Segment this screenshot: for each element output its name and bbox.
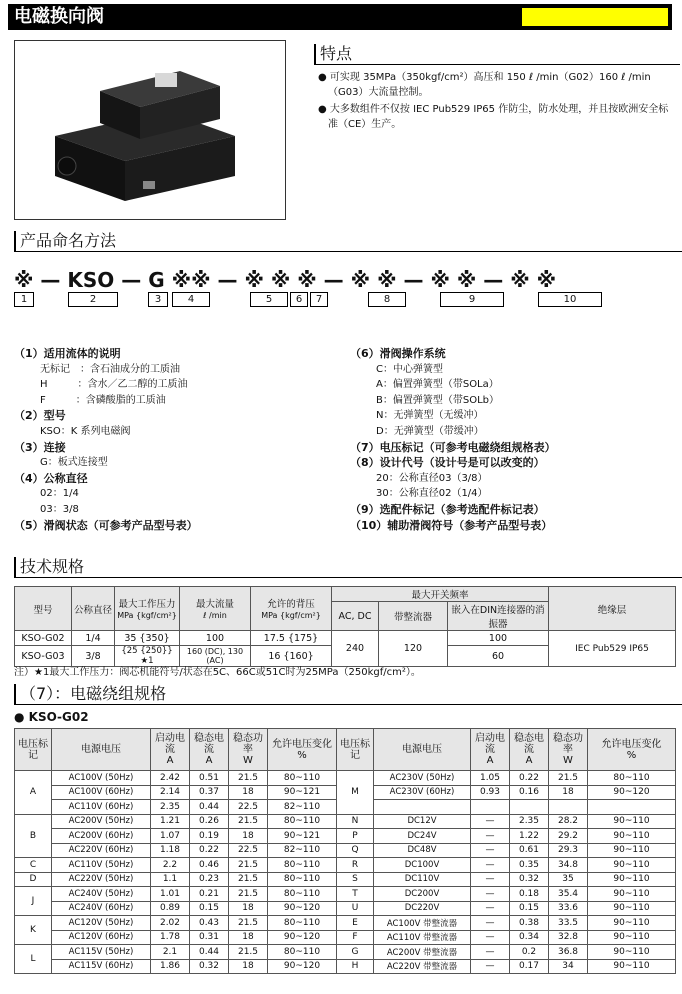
voltage-mark: N [337, 814, 374, 829]
coil-value: 0.44 [190, 800, 229, 815]
list-item: A：偏置弹簧型（带SOLa） [376, 379, 499, 391]
coil-head: 稳态电流 A [190, 729, 229, 771]
code-part: ※ ※ [510, 268, 557, 292]
coil-value: 21.5 [229, 814, 268, 829]
coil-head: 电源电压 [374, 729, 471, 771]
coil-value: 90~110 [588, 872, 676, 887]
coil-subtitle: ● KSO-G02 [14, 710, 89, 724]
code-box: 6 [290, 292, 308, 307]
coil-value: 33.5 [549, 916, 588, 931]
coil-value: 18 [229, 959, 268, 974]
valve-illustration [15, 41, 285, 219]
coil-head: 启动电流 A [151, 729, 190, 771]
voltage-mark: R [337, 858, 374, 873]
coil-value: 0.43 [190, 916, 229, 931]
spec-head: 带整流器 [379, 602, 448, 631]
list-item: F ：含磷酸脂的工质油 [40, 394, 166, 406]
coil-value: — [471, 916, 510, 931]
voltage-mark: G [337, 945, 374, 960]
coil-value: 90~110 [588, 916, 676, 931]
coil-value: — [471, 887, 510, 902]
code-box: 1 [14, 292, 34, 307]
spec-cell: 16 {160} [251, 646, 332, 667]
supply-voltage: DC12V [374, 814, 471, 829]
spec-head: 最大流量 ℓ /min [180, 587, 251, 631]
list-item: KSO：K 系列电磁阀 [40, 425, 131, 437]
coil-value: 2.35 [510, 814, 549, 829]
spec-cell: KSO-G03 [15, 646, 72, 667]
code-box: 7 [310, 292, 328, 307]
coil-value: 80~110 [268, 872, 337, 887]
feature-item: ● 大多数组件不仅按 IEC Pub529 IP65 作防尘，防水处理，并且按欧洲安全标准（CE）生产。 [318, 104, 669, 130]
spec-cell: 240 [332, 631, 379, 667]
coil-value: — [471, 858, 510, 873]
coil-value: 0.23 [190, 872, 229, 887]
coil-value: 0.22 [510, 771, 549, 786]
supply-voltage: AC115V (50Hz) [52, 945, 151, 960]
coil-value: 90~110 [588, 814, 676, 829]
spec-cell: 100 [180, 631, 251, 646]
coil-value: 90~110 [588, 887, 676, 902]
coil-value: 35.4 [549, 887, 588, 902]
table-row [15, 945, 676, 960]
supply-voltage: AC220V (60Hz) [52, 843, 151, 858]
voltage-mark: T [337, 887, 374, 902]
coil-value: 35 [549, 872, 588, 887]
coil-value: 34 [549, 959, 588, 974]
coil-value: — [471, 959, 510, 974]
coil-value [588, 800, 676, 815]
list-item: C：中心弹簧型 [376, 363, 443, 375]
supply-voltage: DC48V [374, 843, 471, 858]
list-heading: （8）设计代号（设计号是可以改变的） [350, 456, 545, 470]
spec-note: 注）★1最大工作压力：阀芯机能符号/状态在5C、66C或51C时为25MPa（250kgf/cm²）。 [14, 667, 421, 678]
coil-head: 电压标记 [337, 729, 374, 771]
list-item: 30：公称直径02（1/4） [376, 488, 488, 500]
coil-value: 0.35 [510, 858, 549, 873]
coil-value: 0.37 [190, 785, 229, 800]
code-box: 4 [172, 292, 210, 307]
coil-value: 28.2 [549, 814, 588, 829]
table-row [15, 843, 676, 858]
coil-value: 21.5 [549, 771, 588, 786]
voltage-mark: K [15, 916, 52, 945]
coil-value: 1.21 [151, 814, 190, 829]
supply-voltage: AC200V (50Hz) [52, 814, 151, 829]
list-item: H ：含水／乙二醇的工质油 [40, 379, 188, 391]
spec-head: 嵌入在DIN连接器的消振器 [448, 602, 549, 631]
coil-table [14, 728, 676, 974]
voltage-mark: D [15, 872, 52, 887]
coil-value: 80~110 [268, 858, 337, 873]
voltage-mark: P [337, 829, 374, 844]
supply-voltage: AC230V (60Hz) [374, 785, 471, 800]
spec-title: 技术规格 [14, 557, 682, 578]
spec-cell: 60 [448, 646, 549, 667]
voltage-mark: M [337, 771, 374, 815]
list-item: 02：1/4 [40, 488, 79, 500]
supply-voltage: AC110V (60Hz) [52, 800, 151, 815]
coil-value: 29.2 [549, 829, 588, 844]
coil-value: 0.32 [510, 872, 549, 887]
coil-value: — [471, 829, 510, 844]
coil-value: 2.2 [151, 858, 190, 873]
supply-voltage: AC100V 带整流器 [374, 916, 471, 931]
coil-value: 18 [229, 930, 268, 945]
supply-voltage: AC120V (60Hz) [52, 930, 151, 945]
coil-value: 90~110 [588, 945, 676, 960]
code-box: 2 [68, 292, 118, 307]
spec-head: 最大工作压力 MPa {kgf/cm²} [115, 587, 180, 631]
list-heading: （10）辅助滑阀符号（参考产品型号表） [350, 518, 553, 532]
coil-value: 18 [229, 829, 268, 844]
voltage-mark: Q [337, 843, 374, 858]
table-row [15, 814, 676, 829]
spec-head: 最大开关频率 [332, 587, 549, 602]
coil-value: 0.21 [190, 887, 229, 902]
spec-cell: {25 {250}}★1 [115, 646, 180, 667]
supply-voltage: AC110V (50Hz) [52, 858, 151, 873]
coil-value [549, 800, 588, 815]
coil-value: 80~110 [268, 945, 337, 960]
features-title: 特点 [314, 44, 680, 65]
spec-cell: KSO-G02 [15, 631, 72, 646]
list-item: B：偏置弹簧型（带SOLb） [376, 394, 499, 406]
coil-value: 2.35 [151, 800, 190, 815]
voltage-mark: U [337, 901, 374, 916]
coil-value: 0.19 [190, 829, 229, 844]
coil-value: 90~110 [588, 843, 676, 858]
code-part: ※ [14, 268, 34, 292]
coil-head: 稳态功率 W [549, 729, 588, 771]
coil-value: 0.34 [510, 930, 549, 945]
coil-value: — [471, 901, 510, 916]
coil-value: 0.17 [510, 959, 549, 974]
coil-value: 90~121 [268, 829, 337, 844]
coil-value: — [471, 843, 510, 858]
coil-value: 1.78 [151, 930, 190, 945]
coil-value: 90~121 [268, 785, 337, 800]
code-box: 8 [368, 292, 406, 307]
coil-value: 90~120 [268, 930, 337, 945]
coil-value: 36.8 [549, 945, 588, 960]
coil-value [510, 800, 549, 815]
coil-value: 1.86 [151, 959, 190, 974]
list-heading: （5）滑阀状态（可参考产品型号表） [14, 518, 198, 532]
table-row [15, 858, 676, 873]
supply-voltage: AC100V (50Hz) [52, 771, 151, 786]
coil-value: 90~120 [268, 901, 337, 916]
coil-head: 电压标记 [15, 729, 52, 771]
supply-voltage: AC220V 带整流器 [374, 959, 471, 974]
supply-voltage: DC220V [374, 901, 471, 916]
list-item: G：板式连接型 [40, 457, 108, 469]
coil-value: — [471, 945, 510, 960]
table-row [15, 887, 676, 902]
coil-value: 0.51 [190, 771, 229, 786]
code-part: ※ ※ ※ [244, 268, 317, 292]
voltage-mark: J [15, 887, 52, 916]
coil-value: 80~110 [588, 771, 676, 786]
list-item: N：无弹簧型（无缓冲） [376, 410, 484, 422]
supply-voltage [374, 800, 471, 815]
spec-head: 公称直径 [72, 587, 115, 631]
coil-title: （7）：电磁绕组规格 [14, 684, 682, 705]
supply-voltage: AC230V (50Hz) [374, 771, 471, 786]
code-box: 9 [440, 292, 504, 307]
code-box: 3 [148, 292, 168, 307]
table-row [15, 872, 676, 887]
supply-voltage: AC100V (60Hz) [52, 785, 151, 800]
coil-value: 90~120 [588, 785, 676, 800]
supply-voltage: DC200V [374, 887, 471, 902]
coil-value: 90~110 [588, 829, 676, 844]
coil-value: 82~110 [268, 800, 337, 815]
coil-value: 90~110 [588, 901, 676, 916]
code-box: 10 [538, 292, 602, 307]
naming-right-list [350, 346, 676, 533]
voltage-mark: S [337, 872, 374, 887]
table-row [15, 916, 676, 931]
coil-value: 90~110 [588, 959, 676, 974]
supply-voltage: DC24V [374, 829, 471, 844]
coil-value: 2.1 [151, 945, 190, 960]
coil-value: 0.15 [510, 901, 549, 916]
supply-voltage: AC240V (60Hz) [52, 901, 151, 916]
list-item: 无标记 ：含石油成分的工质油 [40, 363, 180, 375]
supply-voltage: AC240V (50Hz) [52, 887, 151, 902]
spec-cell: 120 [379, 631, 448, 667]
spec-cell: 100 [448, 631, 549, 646]
coil-head: 稳态电流 A [510, 729, 549, 771]
coil-value: 0.26 [190, 814, 229, 829]
code-part: ※※ [171, 268, 211, 292]
coil-head: 启动电流 A [471, 729, 510, 771]
table-row [15, 901, 676, 916]
supply-voltage: DC110V [374, 872, 471, 887]
table-row [15, 930, 676, 945]
naming-title: 产品命名方法 [14, 231, 682, 252]
coil-value: 18 [229, 901, 268, 916]
spec-cell: 17.5 {175} [251, 631, 332, 646]
coil-value: 90~110 [588, 930, 676, 945]
supply-voltage: AC110V 带整流器 [374, 930, 471, 945]
header-accent [522, 8, 668, 26]
spec-head: AC, DC [332, 602, 379, 631]
voltage-mark: A [15, 771, 52, 815]
naming-code: ※ — KSO — G ※※ — ※ ※ ※ — ※ ※ — ※ ※ — ※ ※ [14, 268, 557, 292]
coil-value: — [471, 872, 510, 887]
coil-value: 18 [549, 785, 588, 800]
spec-table [14, 586, 676, 667]
voltage-mark: H [337, 959, 374, 974]
spec-head: 型号 [15, 587, 72, 631]
code-box: 5 [250, 292, 288, 307]
code-part: KSO [67, 268, 115, 292]
coil-head: 电源电压 [52, 729, 151, 771]
voltage-mark: F [337, 930, 374, 945]
supply-voltage: AC115V (60Hz) [52, 959, 151, 974]
coil-value: 22.5 [229, 800, 268, 815]
table-row [15, 771, 676, 786]
coil-value: 82~110 [268, 843, 337, 858]
coil-value: — [471, 814, 510, 829]
spec-cell: 35 {350} [115, 631, 180, 646]
coil-value: 0.18 [510, 887, 549, 902]
coil-value: 21.5 [229, 872, 268, 887]
supply-voltage: AC220V (50Hz) [52, 872, 151, 887]
list-heading: （3）连接 [14, 440, 66, 454]
coil-value: 1.05 [471, 771, 510, 786]
code-part: G [148, 268, 165, 292]
features-list [318, 70, 676, 134]
coil-value: 18 [229, 785, 268, 800]
coil-value: 80~110 [268, 771, 337, 786]
coil-value: 0.31 [190, 930, 229, 945]
list-heading: （6）滑阀操作系统 [350, 347, 446, 360]
coil-value: 0.44 [190, 945, 229, 960]
coil-value [471, 800, 510, 815]
voltage-mark: L [15, 945, 52, 974]
coil-value: 90~110 [588, 858, 676, 873]
list-item: D：无弹簧型（带缓冲） [376, 425, 484, 437]
coil-value: 2.02 [151, 916, 190, 931]
code-part: ※ ※ [350, 268, 397, 292]
spec-cell: 160 (DC), 130 (AC) [180, 646, 251, 667]
product-image [14, 40, 286, 220]
spec-head: 绝缘层 [549, 587, 676, 631]
list-heading: （7）电压标记（可参考电磁绕组规格表） [350, 440, 556, 454]
spec-cell: 3/8 [72, 646, 115, 667]
coil-value: 21.5 [229, 887, 268, 902]
coil-value: 21.5 [229, 771, 268, 786]
spec-head: 允许的背压 MPa {kgf/cm²} [251, 587, 332, 631]
coil-value: 1.22 [510, 829, 549, 844]
coil-value: 2.14 [151, 785, 190, 800]
list-heading: （4）公称直径 [14, 471, 88, 485]
coil-value: 0.16 [510, 785, 549, 800]
coil-value: 1.07 [151, 829, 190, 844]
voltage-mark: B [15, 814, 52, 858]
spec-cell: IEC Pub529 IP65 [549, 631, 676, 667]
code-part: ※ ※ [430, 268, 477, 292]
supply-voltage: DC100V [374, 858, 471, 873]
coil-value: 32.8 [549, 930, 588, 945]
supply-voltage: AC200V 带整流器 [374, 945, 471, 960]
list-item: 03：3/8 [40, 503, 79, 515]
coil-value: 0.38 [510, 916, 549, 931]
coil-value: 1.1 [151, 872, 190, 887]
coil-value: 21.5 [229, 945, 268, 960]
coil-value: 80~110 [268, 814, 337, 829]
coil-value: — [471, 930, 510, 945]
coil-value: 0.89 [151, 901, 190, 916]
coil-value: 2.42 [151, 771, 190, 786]
coil-head: 允许电压变化 % [268, 729, 337, 771]
coil-value: 90~120 [268, 959, 337, 974]
spec-cell: 1/4 [72, 631, 115, 646]
coil-value: 80~110 [268, 916, 337, 931]
coil-value: 0.2 [510, 945, 549, 960]
coil-value: 29.3 [549, 843, 588, 858]
coil-value: 80~110 [268, 887, 337, 902]
list-item: 20：公称直径03（3/8） [376, 472, 488, 484]
coil-head: 稳态功率 W [229, 729, 268, 771]
feature-item: ● 可实现 35MPa（350kgf/cm²）高压和 150 ℓ /min（G02）160 ℓ /min（G03）大流量控制。 [318, 72, 651, 98]
coil-value: 21.5 [229, 858, 268, 873]
supply-voltage: AC120V (50Hz) [52, 916, 151, 931]
list-heading: （2）型号 [14, 409, 66, 423]
coil-value: 0.15 [190, 901, 229, 916]
voltage-mark: E [337, 916, 374, 931]
naming-left-list [14, 346, 334, 533]
table-row [15, 959, 676, 974]
coil-value: 0.22 [190, 843, 229, 858]
supply-voltage: AC200V (60Hz) [52, 829, 151, 844]
coil-value: 0.32 [190, 959, 229, 974]
coil-value: 34.8 [549, 858, 588, 873]
coil-value: 22.5 [229, 843, 268, 858]
coil-value: 21.5 [229, 916, 268, 931]
table-row [15, 829, 676, 844]
coil-value: 33.6 [549, 901, 588, 916]
page-title: 电磁换向阀 [14, 6, 104, 27]
list-heading: （9）选配件标记（参考选配件标记表） [350, 502, 545, 516]
voltage-mark: C [15, 858, 52, 873]
coil-value: 0.61 [510, 843, 549, 858]
coil-value: 1.18 [151, 843, 190, 858]
coil-value: 0.46 [190, 858, 229, 873]
coil-value: 0.93 [471, 785, 510, 800]
list-heading: （1）适用流体的说明 [14, 347, 121, 360]
coil-value: 1.01 [151, 887, 190, 902]
coil-head: 允许电压变化 % [588, 729, 676, 771]
